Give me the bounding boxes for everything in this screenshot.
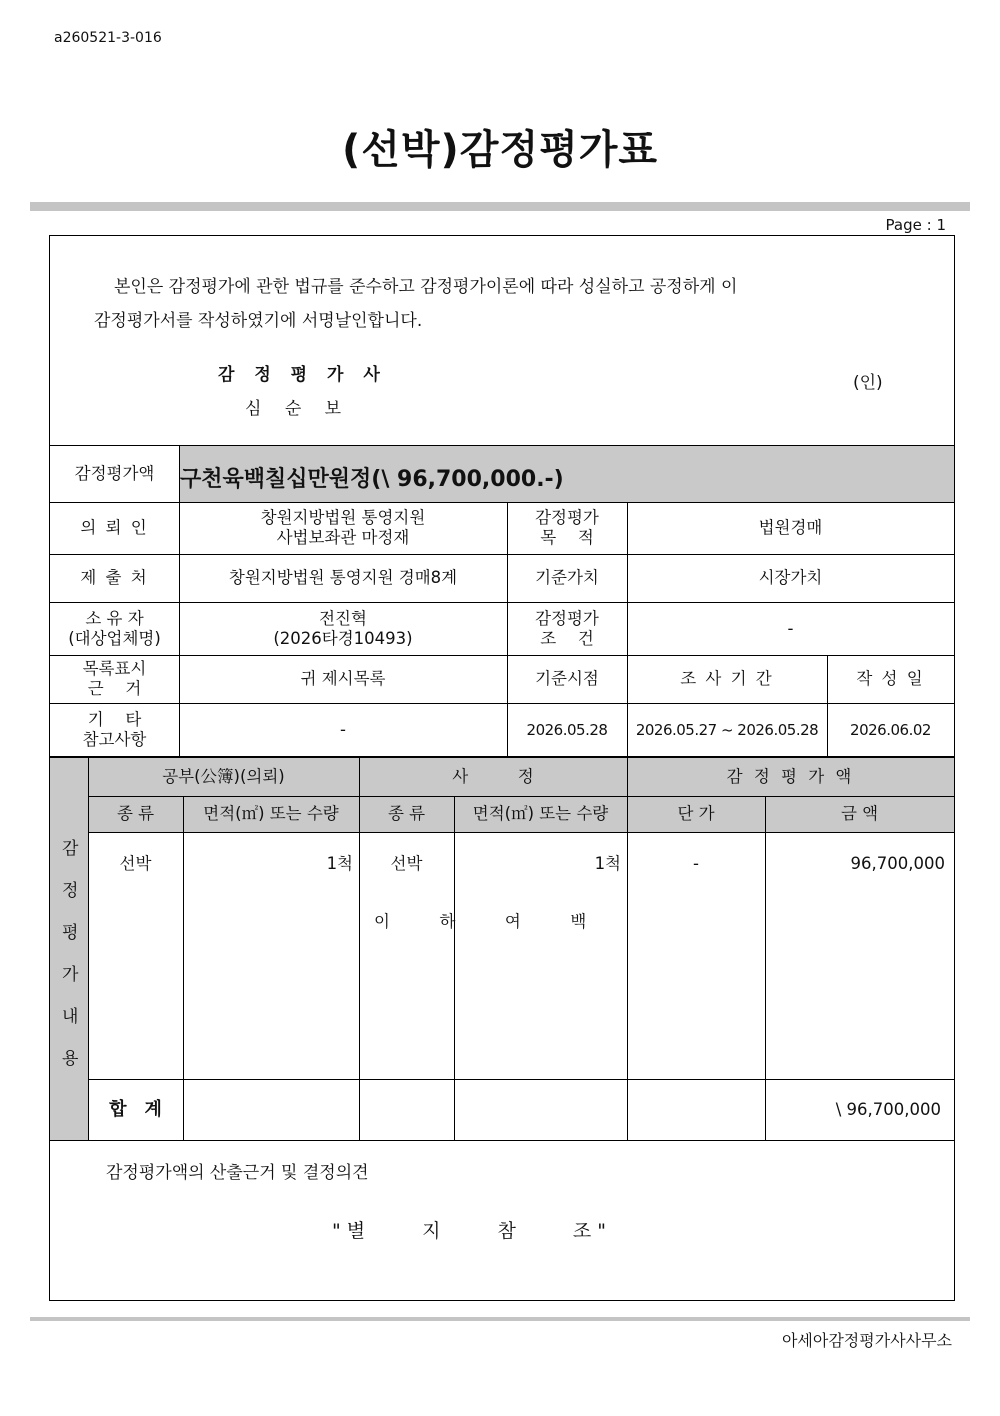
owner-value	[179, 602, 507, 655]
amount-value: 96,700,000	[850, 854, 945, 873]
condition-value: -	[787, 618, 794, 638]
office-name: 아세아감정평가사사무소	[781, 1331, 952, 1350]
client-officer: 사법보좌관 마정재	[276, 528, 410, 547]
blank-below-note: 이 하 여 백	[374, 912, 587, 931]
document-id: a260521-3-016	[54, 30, 162, 46]
purpose-label-line-2: 목 적	[540, 528, 594, 547]
owner-label-line-2: (대상업체명)	[68, 628, 161, 648]
side-label-char: 내	[62, 1007, 79, 1027]
basis-value-label: 기준가치	[535, 568, 599, 587]
see-attachment-note: " 별 지 참 조 "	[332, 1220, 606, 1242]
appraisal-amount-header: 감 정 평 가 액	[726, 766, 855, 786]
unit-price-header: 단 가	[677, 804, 715, 823]
purpose-label-line-1: 감정평가	[535, 508, 599, 527]
public-qty-value: 1척	[326, 854, 353, 873]
certification-line-1: 본인은 감정평가에 관한 법규를 준수하고 감정평가이론에 따라 성실하고 공정하게 이	[114, 277, 738, 297]
page-title: (선박)감정평가표	[341, 127, 659, 173]
other-value: -	[340, 719, 346, 739]
purpose-value: 법원경매	[758, 518, 823, 537]
written-date-label: 작 성 일	[856, 669, 925, 688]
inspect-kind-value: 선박	[390, 854, 423, 873]
public-kind-header: 종 류	[116, 804, 155, 823]
survey-period-label: 조 사 기 간	[680, 669, 774, 688]
owner-label-line-1: 소 유 자	[85, 608, 144, 628]
list-basis-label-line-1: 목록표시	[82, 659, 147, 678]
other-label	[50, 703, 179, 756]
condition-label	[507, 602, 627, 655]
survey-period: 2026.05.27 ~ 2026.05.28	[635, 720, 819, 739]
side-label-char: 가	[62, 965, 79, 985]
list-basis-label	[50, 655, 179, 703]
total-amount: \ 96,700,000	[835, 1100, 941, 1119]
amount-header: 금 액	[840, 804, 879, 823]
written-date: 2026.06.02	[850, 720, 931, 739]
seal-mark: (인)	[853, 373, 883, 393]
client-label: 의 뢰 인	[80, 518, 149, 537]
unit-price-value: -	[693, 854, 699, 873]
base-date-label: 기준시점	[535, 669, 599, 688]
public-kind-value: 선박	[119, 854, 152, 873]
side-label-char: 정	[62, 881, 79, 901]
appraiser-title: 감 정 평 가 사	[218, 365, 387, 385]
public-record-header: 공부(公簿)(의뢰)	[162, 766, 285, 786]
certification-line-2: 감정평가서를 작성하였기에 서명날인합니다.	[94, 311, 423, 331]
submit-label: 제 출 처	[80, 568, 149, 587]
condition-label-line-1: 감정평가	[535, 608, 599, 628]
other-label-line-1: 기 타	[87, 709, 142, 729]
appraiser-name: 심 순 보	[245, 399, 351, 419]
bottom-divider	[30, 1317, 970, 1321]
side-label-char: 용	[62, 1049, 79, 1069]
owner-label	[50, 602, 179, 655]
page-number: Page : 1	[885, 216, 946, 234]
appraisal-form	[49, 235, 955, 1301]
client-court: 창원지방법원 통영지원	[260, 508, 426, 527]
top-divider	[30, 202, 970, 211]
amount-label: 감정평가액	[74, 463, 155, 483]
condition-label-line-2: 조 건	[540, 628, 594, 648]
side-label-char: 감	[62, 839, 79, 859]
purpose-label	[507, 502, 627, 554]
certification-text	[94, 270, 874, 338]
case-number: (2026타경10493)	[273, 628, 413, 648]
submit-value: 창원지방법원 통영지원 경매8계	[228, 568, 458, 587]
list-basis-label-line-2: 근 거	[87, 679, 142, 698]
appraisal-amount: 구천육백칠십만원정(\ 96,700,000.-)	[180, 467, 564, 492]
list-basis-value: 귀 제시목록	[300, 669, 386, 688]
total-label: 합 계	[109, 1099, 162, 1120]
inspect-area-header: 면적(㎡) 또는 수량	[472, 804, 609, 823]
inspect-kind-header: 종 류	[387, 804, 426, 823]
detail-side-band	[50, 758, 88, 1140]
inspection-header: 사 정	[452, 766, 534, 786]
side-label-char: 평	[62, 923, 79, 943]
other-label-line-2: 참고사항	[82, 729, 147, 749]
owner-name: 전진혁	[319, 608, 367, 628]
base-date: 2026.05.28	[526, 720, 608, 739]
opinion-heading: 감정평가액의 산출근거 및 결정의견	[106, 1163, 369, 1183]
public-area-header: 면적(㎡) 또는 수량	[203, 804, 339, 823]
basis-value: 시장가치	[758, 568, 823, 587]
inspect-qty-value: 1척	[594, 854, 621, 873]
client-value	[179, 502, 507, 554]
